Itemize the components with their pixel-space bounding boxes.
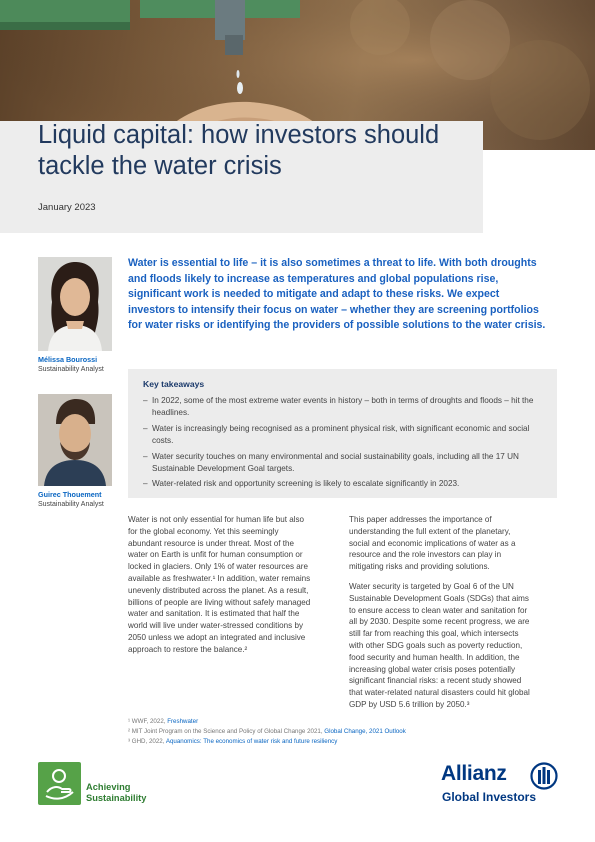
intro-paragraph: Water is essential to life – it is also sometimes a threat to life. With both droughts and floods likely to increase as temperatures and global populations rise, significant work is needed to mitigate and adapt to these risks. We expect investors to intensify their focus on water – whether they are screening portfolios for water risks or identifying the providers of possible solutions to the water crisis. bbox=[128, 257, 546, 331]
allianz-logo bbox=[441, 762, 561, 810]
list-item bbox=[143, 423, 548, 448]
footnote-source: ³ GHD, 2022, bbox=[128, 738, 166, 745]
list-item bbox=[143, 451, 548, 476]
body-paragraph: Water security is targeted by Goal 6 of the UN Sustainable Development Goals (SDGs) that aims to ensure access to clean water and sanitation for all by 2030. Despite some recent progress, we are still far from reaching this goal, which intersects with other SDG goals such as poverty reduction, food security and human health. In addition, the increasing global water crisis poses potentially significant financial risks: a recent study showed that water-related natural disasters could hit global GDP by USD 5.6 trillion by 2050.³ bbox=[349, 581, 530, 709]
takeaway-text: In 2022, some of the most extreme water events in history – both in terms of droughts and floods – hit the headlines. bbox=[152, 396, 534, 418]
publication-date: January 2023 bbox=[38, 202, 96, 213]
author-photo bbox=[38, 394, 112, 486]
badge-line: Sustainability bbox=[86, 793, 147, 803]
dash-bullet: – bbox=[143, 396, 148, 405]
key-takeaways-heading: Key takeaways bbox=[143, 379, 205, 389]
author-photo bbox=[38, 257, 112, 351]
list-item bbox=[143, 478, 548, 490]
badge-line: Achieving bbox=[86, 782, 131, 792]
dash-bullet: – bbox=[143, 479, 148, 489]
body-column-left bbox=[128, 514, 311, 664]
footnote-source: ¹ WWF, 2022, bbox=[128, 718, 168, 725]
footnote bbox=[128, 717, 558, 727]
sustainability-badge-icon bbox=[38, 762, 81, 805]
page-title: Liquid capital: how investors should tackle the water crisis bbox=[38, 121, 440, 180]
footnote bbox=[128, 727, 558, 737]
list-item bbox=[143, 395, 548, 420]
allianz-eagle-icon bbox=[530, 762, 558, 790]
footnote-link[interactable]: Freshwater bbox=[167, 718, 199, 725]
achieving-sustainability-label bbox=[86, 782, 146, 804]
footnote-source: ² MIT Joint Program on the Science and Policy of Global Change 2021, bbox=[128, 728, 325, 735]
footnote-link[interactable]: Global Change, 2021 Outlook bbox=[324, 728, 406, 735]
body-column-right bbox=[349, 514, 532, 719]
key-takeaways-list bbox=[143, 395, 548, 494]
dash-bullet: – bbox=[143, 423, 148, 433]
footnotes bbox=[128, 717, 558, 747]
takeaway-text: Water security touches on many environmental and social sustainability goals, including all the 17 UN Sustainable Development Goal targets. bbox=[152, 451, 519, 474]
takeaway-text: Water is increasingly being recognised as a prominent physical risk, with significant economic and social costs. bbox=[152, 423, 530, 446]
brand-name: Allianz bbox=[441, 762, 507, 785]
author-name: Guirec Thouement bbox=[38, 490, 102, 499]
footnote bbox=[128, 737, 558, 747]
body-paragraph: Water is not only essential for human life but also for the global economy. Yet this seemingly abundant resource is under threat. Most of the water on Earth is unfit for human consumption or locked in glaciers. Only 1% of water resources are available as freshwater.¹ In addition, water remains unevenly distributed across the planet. As a result, billions of people are living without safely managed water and sanitation. It is estimated that half the world will live under water-stressed conditions by 2050 unless we adopt an integrated and inclusive approach to restore the balance.² bbox=[128, 515, 311, 654]
brand-subtitle: Global Investors bbox=[442, 790, 537, 804]
author-name: Mélissa Bourossi bbox=[38, 355, 98, 364]
footnote-link[interactable]: Aquanomics: The economics of water risk and future resiliency bbox=[165, 738, 338, 745]
body-paragraph: This paper addresses the importance of understanding the full extent of the planetary, social and economic implications of water as a resource and the role investors can play in mitigating risks and providing solutions. bbox=[349, 515, 516, 572]
author-role: Sustainability Analyst bbox=[38, 501, 104, 508]
dash-bullet: – bbox=[143, 451, 148, 461]
author-role: Sustainability Analyst bbox=[38, 366, 104, 373]
takeaway-text: Water-related risk and opportunity screening is likely to escalate significantly in 2023. bbox=[152, 479, 460, 489]
